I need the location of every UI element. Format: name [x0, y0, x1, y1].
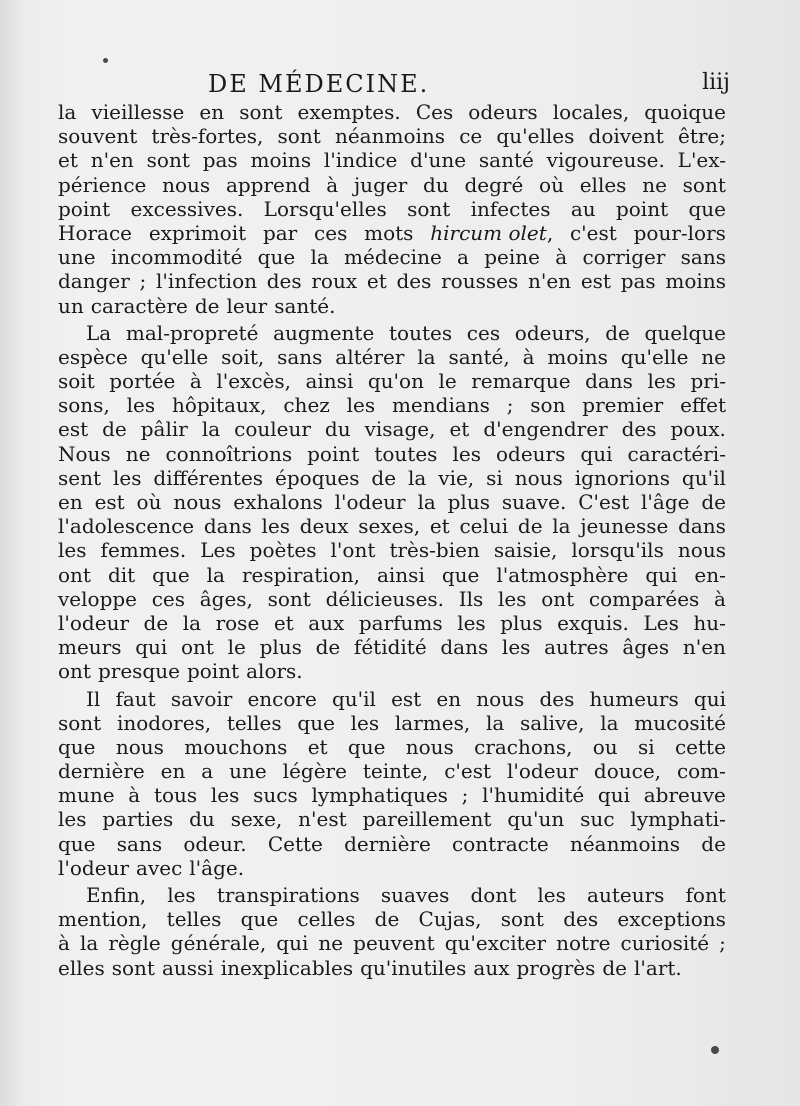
text-line: à la règle générale, qui ne peuvent qu'exciter notre curiosité ; [58, 931, 726, 956]
text-line: que sans odeur. Cette dernière contracte néanmoins de [58, 831, 726, 856]
text-line: Il faut savoir encore qu'il est en nous des humeurs qui [86, 686, 726, 711]
text-line: périence nous apprend à juger du degré où elles ne sont [58, 172, 726, 197]
text-line: elles sont aussi inexplicables qu'inutiles aux progrès de l'art. [58, 955, 682, 980]
running-head: DE MÉDECINE. [208, 70, 430, 98]
text-line: mune à tous les sucs lymphatiques ; l'humidité qui abreuve [58, 783, 726, 808]
text-line: meurs qui ont le plus de fétidité dans les autres âges n'en [58, 635, 726, 660]
text-line: veloppe ces âges, sont délicieuses. Ils les ont comparées à [58, 586, 726, 611]
text-line: ont presque point alors. [58, 659, 303, 684]
text-line: Nous ne connoîtrions point toutes les odeurs qui caractéri- [58, 441, 726, 466]
text-line: les parties du sexe, n'est pareillement qu'un suc lymphati- [58, 807, 726, 832]
ink-speck [711, 1046, 719, 1054]
body-text [58, 100, 726, 980]
text-line: et n'en sont pas moins l'indice d'une santé vigoureuse. L'ex- [58, 148, 726, 173]
text-line: danger ; l'infection des roux et des rousses n'en est pas moins [58, 269, 726, 294]
text-line: l'odeur avec l'âge. [58, 855, 245, 880]
text-line: l'adolescence dans les deux sexes, et celui de la jeunesse dans [58, 514, 726, 539]
text-line: les femmes. Les poètes l'ont très-bien saisie, lorsqu'ils nous [58, 538, 726, 563]
page-number: liij [702, 70, 730, 95]
text-line: dernière en a une légère teinte, c'est l'odeur douce, com- [58, 759, 726, 784]
text-line: sont inodores, telles que les larmes, la salive, la mucosité [58, 710, 726, 735]
text-line: sent les différentes époques de la vie, si nous ignorions qu'il [58, 465, 726, 490]
text-line: ont dit que la respiration, ainsi que l'atmosphère qui en- [58, 562, 726, 587]
text-line: un caractère de leur santé. [58, 293, 336, 318]
ink-speck [103, 58, 108, 63]
text-line: espèce qu'elle soit, sans altérer la santé, à moins qu'elle ne [58, 344, 726, 369]
text-line: Enfin, les transpirations suaves dont les auteurs font [86, 883, 726, 907]
text-line: en est où nous exhalons l'odeur la plus suave. C'est l'âge de [58, 490, 726, 514]
text-line: soit portée à l'excès, ainsi qu'on le remarque dans les pri- [58, 369, 726, 394]
text-line: Horace exprimoit par ces mots hircum olet, c'est pour-lors [58, 220, 726, 245]
text-line: La mal-propreté augmente toutes ces odeurs, de quelque [86, 320, 726, 345]
text-line: mention, telles que celles de Cujas, sont des exceptions [58, 907, 726, 932]
text-line: point excessives. Lorsqu'elles sont infectes au point que [58, 196, 726, 221]
text-line: souvent très-fortes, sont néanmoins ce qu'elles doivent être; [58, 124, 726, 149]
text-line: une incommodité que la médecine a peine à corriger sans [58, 245, 726, 270]
text-line: sons, les hôpitaux, chez les mendians ; son premier effet [58, 393, 726, 418]
text-line: l'odeur de la rose et aux parfums les plus exquis. Les hu- [58, 610, 726, 635]
text-line: est de pâlir la couleur du visage, et d'engendrer des poux. [58, 417, 726, 442]
text-line: la vieillesse en sont exemptes. Ces odeurs locales, quoique [58, 100, 726, 124]
text-line: que nous mouchons et que nous crachons, ou si cette [58, 734, 726, 759]
